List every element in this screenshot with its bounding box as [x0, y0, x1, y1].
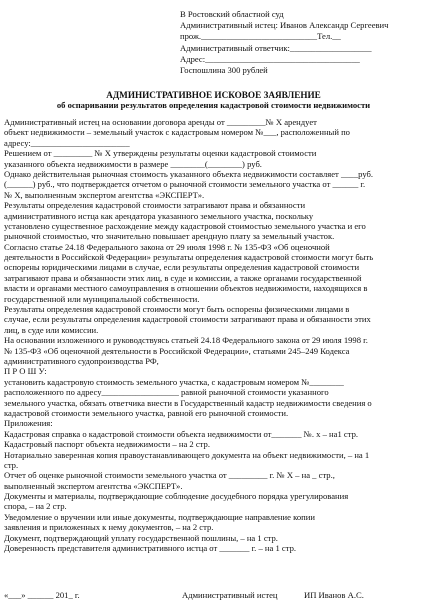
body-line: Нотариально заверенная копия правоустанавливающего документа на объект недвижимости, – на 1	[4, 449, 370, 460]
body-line: П Р О Ш У:	[4, 366, 47, 377]
document-body	[4, 117, 424, 553]
signature-role: Административный истец	[182, 590, 278, 600]
body-line: Согласно статье 24.18 Федерального закона от 29 июля 1998 г. № 135-ФЗ «Об оценочной	[4, 241, 330, 252]
body-line: кадастровой стоимости земельного участка, равной его рыночной стоимости.	[4, 407, 289, 418]
body-line: Приложения:	[4, 418, 53, 429]
body-line: земельного участка, обязать ответчика внести в Государственный кадастр недвижимости сведения о	[4, 397, 372, 408]
body-line: указанного объекта недвижимости в размере ________(________) руб.	[4, 158, 262, 169]
body-line: рыночной стоимостью, что значительно повышает арендную плату за земельный участок.	[4, 231, 335, 242]
body-line: Уведомление о вручении или иные документы, подтверждающие направление копии	[4, 511, 315, 522]
document-title: АДМИНИСТРАТИВНОЕ ИСКОВОЕ ЗАЯВЛЕНИЕ	[106, 90, 321, 100]
header-line: прож.___________________________Тел.__	[180, 31, 341, 42]
body-line: Административный истец на основании договора аренды от _________№ Х арендует	[4, 117, 317, 127]
body-line: административного истца как арендатора указанного земельного участка, поскольку	[4, 210, 314, 221]
body-line: деятельности в Российской Федерации» результаты определения кадастровой стоимости могут быть	[4, 252, 374, 263]
body-line: расположенного по адресу__________________ равной рыночной стоимости указанного	[4, 387, 329, 398]
body-line: № 135-ФЗ «Об оценочной деятельности в Российской Федерации», статьями 245–249 Кодекса	[4, 345, 350, 356]
body-line: спора, – на 2 стр.	[4, 501, 67, 512]
body-line: № Х, выполненным экспертом агентства «ЭКСПЕРТ».	[4, 189, 205, 200]
body-line: Отчет об оценке рыночной стоимости земельного участка от _________ г. № Х – на _ стр.,	[4, 470, 335, 481]
body-line: выполненный экспертом агентства «ЭКСПЕРТ».	[4, 480, 183, 491]
body-line: Документ, подтверждающий уплату государственной пошлины, – на 1 стр.	[4, 532, 278, 543]
body-line: Кадастровый паспорт объекта недвижимости – на 2 стр.	[4, 439, 210, 450]
header-block	[180, 9, 420, 76]
body-line: установить кадастровую стоимость земельного участка, с кадастровым номером №________	[4, 376, 344, 387]
body-line: Результаты определения кадастровой стоимости могут быть оспорены физическими лицами в	[4, 304, 350, 315]
body-line: Результаты определения кадастровой стоимости затрагивают права и обязанности	[4, 200, 306, 211]
body-line: административного судопроизводства РФ,	[4, 355, 159, 366]
body-line: затрагивают права и обязанности этих лиц, в суде и комиссии, а также органами государственной	[4, 272, 362, 283]
body-line: Однако действительная рыночная стоимость указанного объекта недвижимости составляет ____руб.	[4, 168, 374, 179]
body-line: адресу:_______________________	[4, 137, 130, 148]
body-line: заявления и приложенных к нему документов, – на 2 стр.	[4, 522, 214, 533]
body-line: (______) руб., что подтверждается отчетом о рыночной стоимости земельного участка от ______ г.	[4, 179, 366, 190]
body-line: власти и органами местного самоуправления в отношении объектов недвижимости, находящихся в	[4, 283, 368, 294]
header-line: В Ростовский областной суд	[180, 9, 284, 19]
document-subtitle: об оспаривании результатов определения кадастровой стоимости недвижимости	[56, 100, 371, 110]
signature-date: «___» ______ 201_ г.	[4, 590, 80, 600]
body-line: Доверенность представителя административного истца от _______ г. – на 1 стр.	[4, 543, 297, 554]
signature-line	[4, 590, 424, 602]
body-line: Документы и материалы, подтверждающие соблюдение досудебного порядка урегулирования	[4, 491, 349, 502]
body-line: установлено существенное расхождение между кадастровой стоимостью земельного участка и его	[4, 220, 366, 231]
signature-name: ИП Иванов А.С.	[304, 590, 364, 600]
header-line: Административный ответчик:___________________	[180, 42, 372, 53]
body-line: На основании изложенного и руководствуясь статьей 24.18 Федерального закона от 29 июля 1998 г.	[4, 335, 368, 346]
header-line: Госпошлина 300 рублей	[180, 64, 268, 75]
body-line: объект недвижимости – земельный участок с кадастровым номером №___, расположенный по	[4, 127, 350, 138]
body-line: Решением от _________ № Х утверждены результаты оценки кадастровой стоимости	[4, 148, 317, 159]
header-line: Адрес:____________________________________	[180, 53, 360, 64]
body-line: Кадастровая справка о кадастровой стоимости объекта недвижимости от_______ №. х – на1 стр.	[4, 428, 359, 439]
body-line: случае, если результаты определения кадастровой стоимости затрагивают права и обязанности этих	[4, 314, 371, 325]
body-line: стр.	[4, 459, 19, 470]
header-line: Административный истец: Иванов Александр Сергеевич	[180, 20, 389, 31]
body-line: оспорены юридическими лицами в случае, если результаты определения кадастровой стоимости	[4, 262, 360, 273]
body-line: государственной или муниципальной собственности.	[4, 293, 200, 304]
body-line: лиц, в суде или комиссии.	[4, 324, 99, 335]
